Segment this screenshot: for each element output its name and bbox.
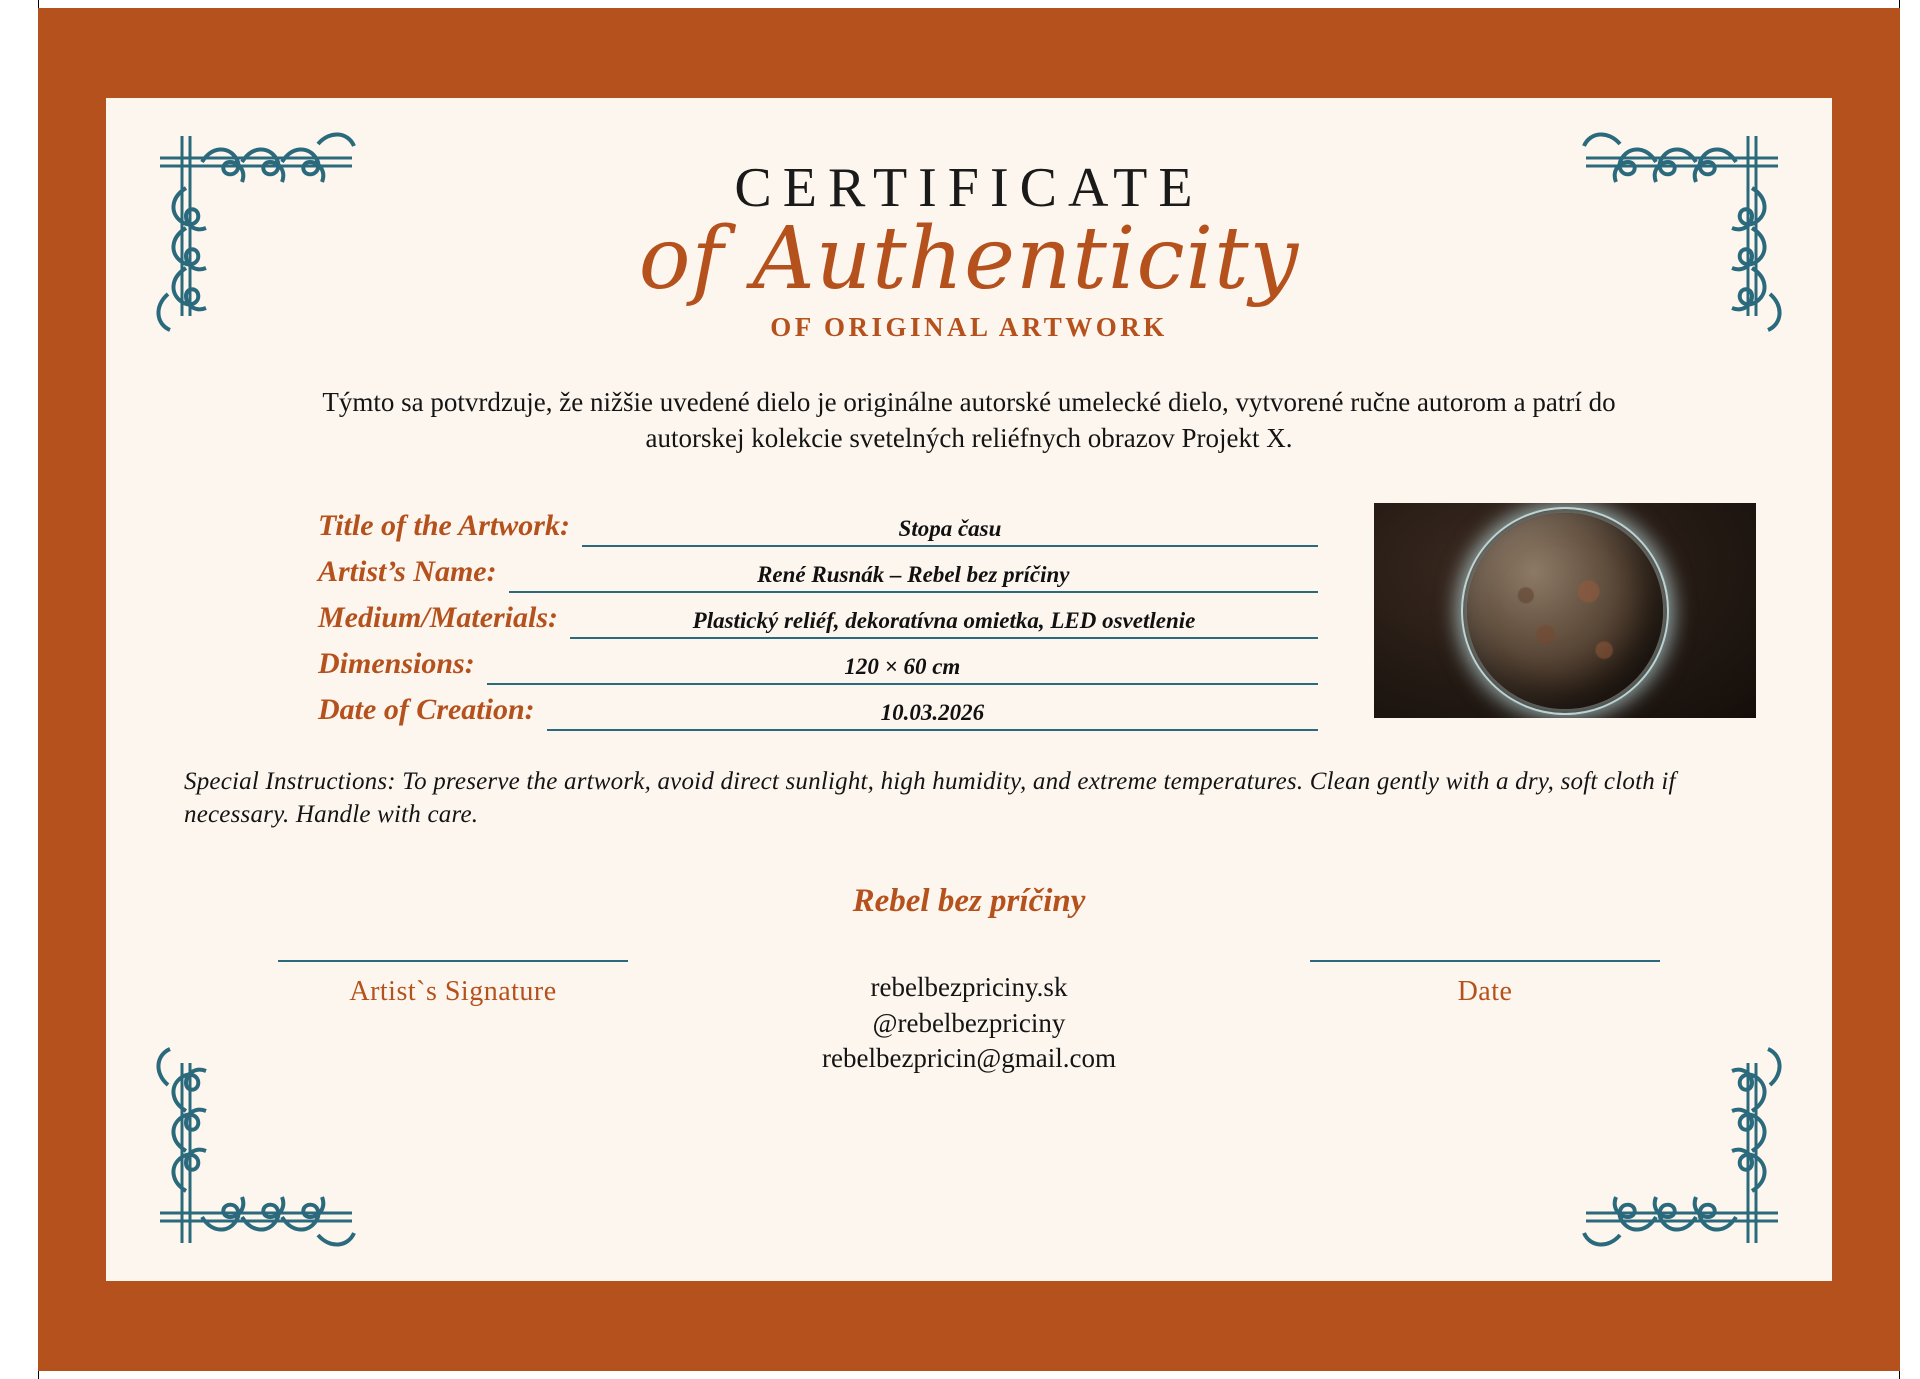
field-value-line [547,699,1318,731]
date-block [1310,960,1660,1008]
signature-label: Artist`s Signature [349,976,557,1008]
field-label: Medium/Materials: [318,601,559,635]
certificate-page [38,8,1900,1371]
field-value: Stopa času [898,516,1002,542]
field-row-medium [318,595,1318,639]
signature-section [106,934,1832,1094]
fields-list [318,503,1318,731]
field-row-artist [318,549,1318,593]
field-value-line [582,515,1318,547]
field-label: Artist’s Name: [318,555,497,589]
contact-email[interactable]: rebelbezpricin@gmail.com [822,1043,1116,1074]
field-row-dimensions [318,641,1318,685]
field-label: Date of Creation: [318,693,535,727]
field-value: 120 × 60 cm [844,654,961,680]
fields-section [106,503,1832,731]
certificate-inner-panel [106,98,1832,1281]
artwork-rim-glow [1461,507,1669,715]
page-title-script: of Authenticity [638,209,1300,309]
field-value: Plastický reliéf, dekoratívna omietka, LED osvetlenie [692,608,1196,634]
page-title: CERTIFICATE [734,157,1204,219]
date-label: Date [1457,976,1513,1008]
date-line [1310,960,1660,962]
special-instructions: Special Instructions: To preserve the artwork, avoid direct sunlight, high humidity, and extreme temperatures. Clean gently with a dry, soft cloth if necessary. Handle with care. [184,768,1676,829]
field-value-line [487,653,1318,685]
field-value-line [509,561,1318,593]
field-value: René Rusnák – Rebel bez príčiny [757,562,1070,588]
field-value: 10.03.2026 [880,700,985,726]
signature-line [278,960,628,962]
field-label: Dimensions: [318,647,475,681]
contact-social[interactable]: @rebelbezpriciny [872,1007,1066,1038]
brand-name: Rebel bez príčiny [852,883,1086,920]
field-value-line [570,607,1318,639]
field-row-title [318,503,1318,547]
certificate-header [106,98,1832,343]
field-label: Title of the Artwork: [318,509,570,543]
page-subtitle: OF ORIGINAL ARTWORK [770,312,1168,343]
intro-paragraph: Týmto sa potvrdzuje, že nižšie uvedené dielo je originálne autorské umelecké dielo, vytvorené ručne autorom a patrí do autorskej kolekcie svetelných reliéfnych obrazov Projekt X. [322,387,1616,454]
field-row-date [318,687,1318,731]
contact-website[interactable]: rebelbezpriciny.sk [870,972,1068,1003]
artwork-thumbnail [1374,503,1756,718]
